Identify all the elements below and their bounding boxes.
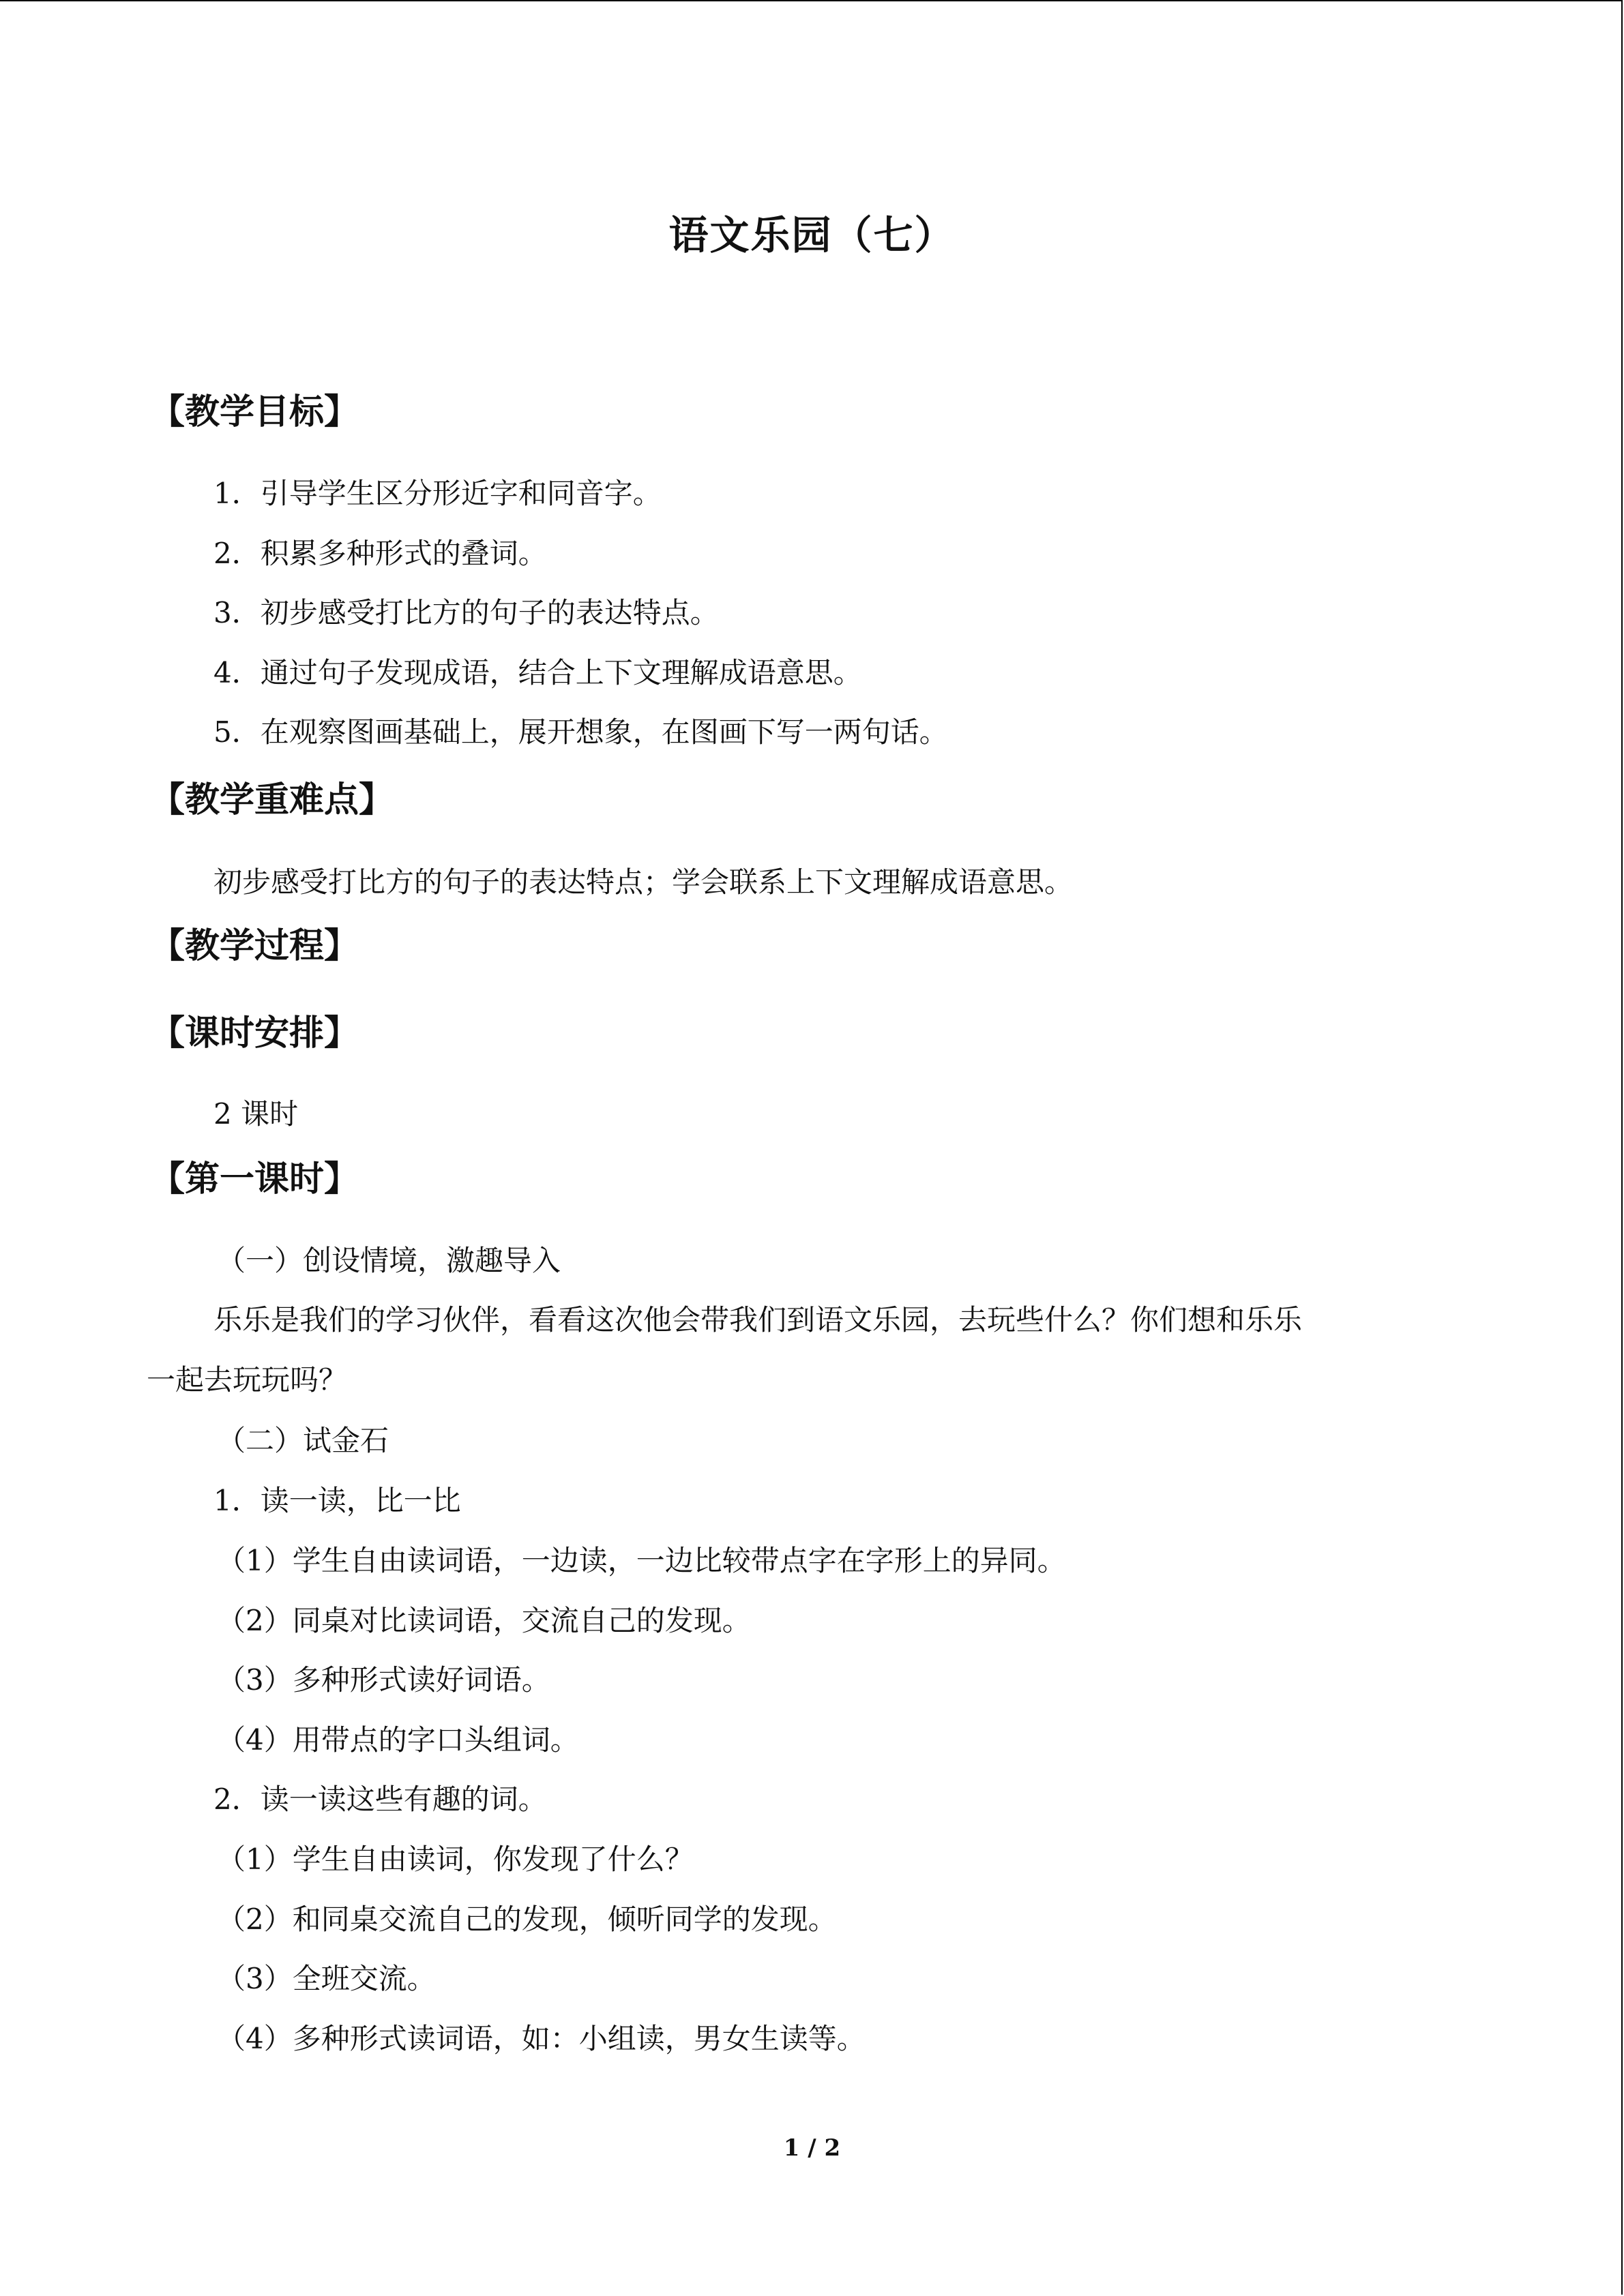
lesson-line-13: （3）全班交流。 bbox=[217, 1962, 436, 1995]
heading-schedule: 【课时安排】 bbox=[150, 1013, 359, 1054]
lesson-line-1: （一）创设情境，激趣导入 bbox=[217, 1244, 561, 1277]
lesson-line-10: 2．读一读这些有趣的词。 bbox=[213, 1783, 547, 1816]
page-number: 1 / 2 bbox=[783, 2134, 841, 2162]
objective-item-3: 3．初步感受打比方的句子的表达特点。 bbox=[213, 596, 719, 629]
key-points-text: 初步感受打比方的句子的表达特点；学会联系上下文理解成语意思。 bbox=[213, 865, 1074, 899]
heading-objectives: 【教学目标】 bbox=[150, 392, 359, 432]
lesson-line-7: （2）同桌对比读词语，交流自己的发现。 bbox=[217, 1604, 751, 1637]
objective-item-4: 4．通过句子发现成语，结合上下文理解成语意思。 bbox=[213, 656, 862, 689]
heading-key-points: 【教学重难点】 bbox=[150, 780, 394, 820]
lesson-line-11: （1）学生自由读词，你发现了什么？ bbox=[217, 1843, 694, 1876]
lesson-line-6: （1）学生自由读词语，一边读，一边比较带点字在字形上的异同。 bbox=[217, 1544, 1066, 1577]
objective-item-2: 2．积累多种形式的叠词。 bbox=[213, 537, 547, 570]
objective-item-5: 5．在观察图画基础上，展开想象，在图画下写一两句话。 bbox=[213, 715, 948, 749]
heading-process: 【教学过程】 bbox=[150, 926, 359, 966]
objective-item-1: 1．引导学生区分形近字和同音字。 bbox=[213, 477, 662, 510]
lesson-line-2: 乐乐是我们的学习伙伴，看看这次他会带我们到语文乐园，去玩些什么？你们想和乐乐 bbox=[213, 1303, 1303, 1337]
heading-lesson-one: 【第一课时】 bbox=[150, 1159, 359, 1199]
lesson-line-8: （3）多种形式读好词语。 bbox=[217, 1663, 550, 1697]
lesson-line-5: 1．读一读，比一比 bbox=[213, 1484, 461, 1517]
lesson-line-12: （2）和同桌交流自己的发现，倾听同学的发现。 bbox=[217, 1903, 837, 1936]
lesson-line-3: 一起去玩玩吗？ bbox=[147, 1363, 348, 1397]
lesson-line-4: （二）试金石 bbox=[217, 1424, 389, 1457]
lesson-line-14: （4）多种形式读词语，如：小组读，男女生读等。 bbox=[217, 2022, 866, 2055]
document-title: 语文乐园（七） bbox=[668, 212, 956, 258]
schedule-text: 2 课时 bbox=[213, 1097, 299, 1131]
lesson-line-9: （4）用带点的字口头组词。 bbox=[217, 1723, 579, 1757]
